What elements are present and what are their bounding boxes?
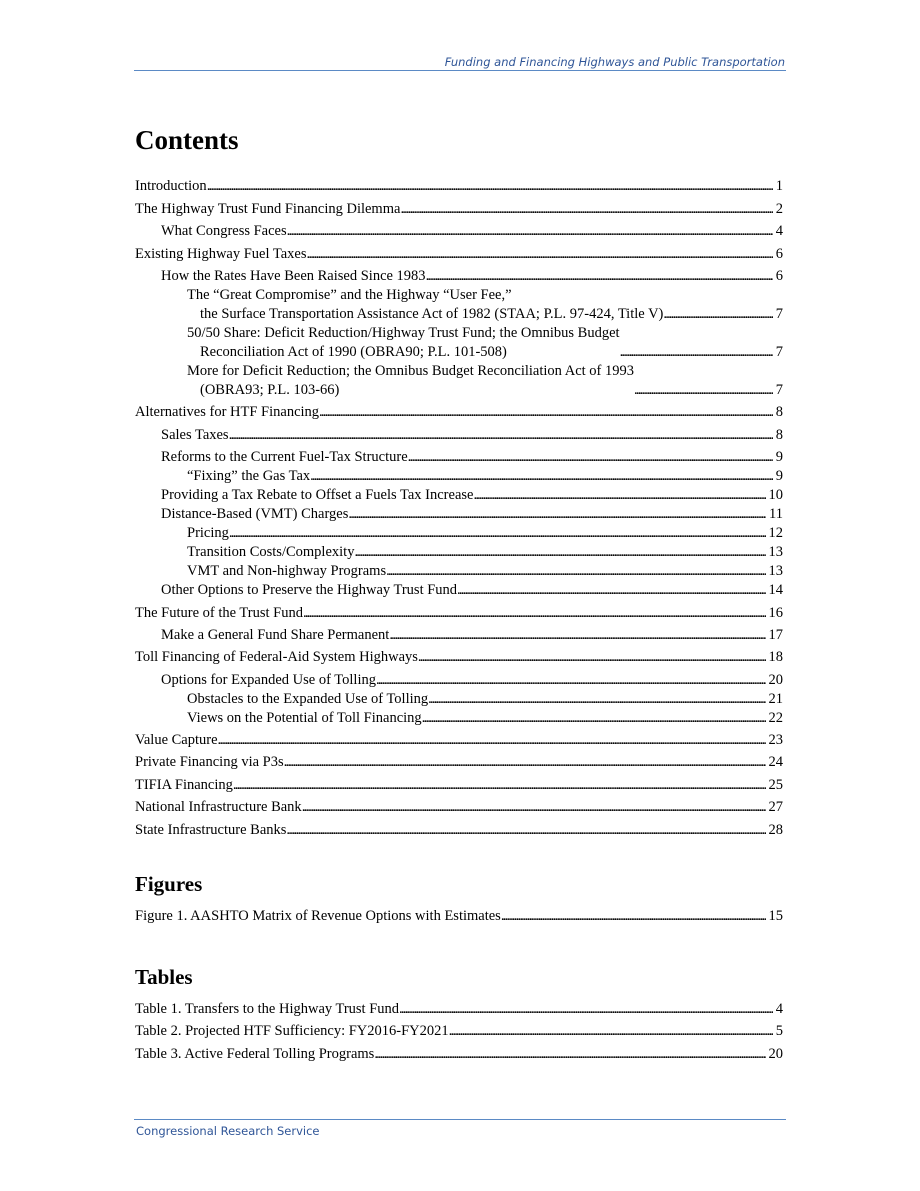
- entry-title-line: Distance-Based (VMT) Charges: [161, 506, 349, 523]
- running-header: [134, 54, 786, 71]
- toc-entry[interactable]: [135, 324, 783, 362]
- dot-leader: [307, 245, 773, 264]
- page-number: 6: [775, 245, 783, 262]
- page-number: 8: [775, 426, 783, 443]
- figures-list: [135, 907, 783, 926]
- entry-title: [135, 731, 218, 750]
- page-number: 17: [768, 626, 783, 643]
- page-number: 15: [768, 908, 783, 924]
- table-entry[interactable]: [135, 1045, 783, 1064]
- dot-leader: [319, 403, 773, 422]
- toc-entry[interactable]: [135, 562, 783, 581]
- toc-entry[interactable]: [135, 403, 783, 422]
- entry-title: [187, 362, 634, 400]
- tables-heading: Tables: [135, 965, 193, 989]
- page-number: 12: [768, 525, 783, 542]
- dot-leader: [473, 486, 765, 505]
- dot-leader: [207, 177, 773, 196]
- dot-leader: [287, 222, 773, 241]
- entry-title-line: Reconciliation Act of 1990 (OBRA90; P.L. 101-508): [200, 343, 507, 360]
- entry-title: [161, 448, 408, 467]
- entry-title-line: Options for Expanded Use of Tolling: [161, 671, 376, 688]
- entry-title: [135, 907, 501, 926]
- page-number: 18: [768, 649, 783, 666]
- tables-list: [135, 1000, 783, 1064]
- dot-leader: [302, 798, 766, 817]
- toc-entry[interactable]: [135, 177, 783, 196]
- toc-entry[interactable]: [135, 222, 783, 241]
- dot-leader: [399, 1000, 773, 1019]
- dot-leader: [389, 626, 765, 645]
- entry-title: [135, 1000, 399, 1019]
- entry-title-line: How the Rates Have Been Raised Since 1983: [161, 267, 426, 284]
- entry-title-line: Existing Highway Fuel Taxes: [135, 245, 307, 262]
- toc-entry[interactable]: [135, 604, 783, 623]
- entry-title-line: Figure 1. AASHTO Matrix of Revenue Options with Estimates: [135, 908, 501, 924]
- toc-entry[interactable]: [135, 245, 783, 264]
- entry-title-line: Providing a Tax Rebate to Offset a Fuels Tax Increase: [161, 487, 474, 504]
- entry-title: [135, 177, 207, 196]
- contents-heading: Contents: [135, 125, 239, 155]
- entry-title: [161, 671, 376, 690]
- page-number: 7: [775, 305, 783, 322]
- page-number: 28: [768, 821, 783, 838]
- running-header-text: Funding and Financing Highways and Public Transportation: [444, 55, 785, 69]
- page-number: 6: [775, 267, 783, 284]
- entry-title-line: Value Capture: [135, 732, 218, 749]
- page-number: 13: [768, 563, 783, 580]
- entry-title: [135, 753, 284, 772]
- entry-title: [187, 524, 229, 543]
- dot-leader: [286, 821, 765, 840]
- page-number: 4: [775, 223, 783, 240]
- dot-leader: [428, 690, 765, 709]
- entry-title: [161, 581, 457, 600]
- entry-title-line: Table 2. Projected HTF Sufficiency: FY2016-FY2021: [135, 1023, 449, 1040]
- page-number: 20: [768, 1045, 783, 1062]
- contents-list: [135, 174, 783, 840]
- toc-entry[interactable]: [135, 426, 783, 445]
- dot-leader: [634, 381, 773, 400]
- page-number: 21: [768, 690, 783, 707]
- dot-leader: [376, 671, 766, 690]
- table-entry[interactable]: [135, 1022, 783, 1041]
- entry-title: [187, 562, 386, 581]
- page-number: 27: [768, 799, 783, 816]
- entry-title: [187, 690, 428, 709]
- toc-entry[interactable]: [135, 448, 783, 467]
- entry-title-line: Sales Taxes: [161, 426, 229, 443]
- entry-title: [187, 286, 663, 324]
- toc-entry[interactable]: [135, 648, 783, 667]
- dot-leader: [310, 467, 773, 486]
- page-number: 11: [769, 506, 783, 523]
- table-entry[interactable]: [135, 1000, 783, 1019]
- figure-entry[interactable]: [135, 907, 783, 926]
- page-number: 24: [768, 754, 783, 771]
- dot-leader: [354, 543, 765, 562]
- toc-entry[interactable]: [135, 267, 783, 286]
- page-number: 9: [775, 468, 783, 485]
- entry-title-line: (OBRA93; P.L. 103-66): [200, 381, 340, 398]
- toc-entry[interactable]: [135, 821, 783, 840]
- dot-leader: [418, 648, 766, 667]
- toc-entry[interactable]: [135, 524, 783, 543]
- dot-leader: [218, 731, 766, 750]
- toc-entry[interactable]: [135, 505, 783, 524]
- dot-leader: [408, 448, 773, 467]
- toc-entry[interactable]: [135, 581, 783, 600]
- entry-title: [135, 821, 286, 840]
- toc-entry[interactable]: [135, 709, 783, 728]
- entry-title-line: Obstacles to the Expanded Use of Tolling: [187, 690, 429, 707]
- dot-leader: [233, 776, 766, 795]
- toc-entry[interactable]: [135, 543, 783, 562]
- entry-title-line: Reforms to the Current Fuel-Tax Structure: [161, 449, 408, 466]
- entry-title: [187, 467, 310, 486]
- entry-title: [161, 426, 229, 445]
- page-number: 4: [775, 1001, 783, 1017]
- dot-leader: [229, 426, 773, 445]
- entry-title-line: Make a General Fund Share Permanent: [161, 626, 390, 643]
- dot-leader: [348, 505, 766, 524]
- page-number: 5: [775, 1023, 783, 1040]
- toc-entry[interactable]: [135, 753, 783, 772]
- entry-title-line: The “Great Compromise” and the Highway “User Fee,”: [187, 286, 512, 303]
- dot-leader: [501, 907, 766, 926]
- toc-entry[interactable]: [135, 776, 783, 795]
- entry-title-line: 50/50 Share: Deficit Reduction/Highway Trust Fund; the Omnibus Budget: [187, 324, 620, 341]
- entry-title: [135, 776, 233, 795]
- entry-title-line: Other Options to Preserve the Highway Trust Fund: [161, 582, 458, 599]
- dot-leader: [426, 267, 773, 286]
- entry-title: [135, 403, 319, 422]
- page-number: 14: [768, 582, 783, 599]
- dot-leader: [620, 343, 773, 362]
- toc-entry[interactable]: [135, 362, 783, 400]
- page-number: 25: [768, 776, 783, 793]
- page-number: 23: [768, 732, 783, 749]
- toc-entry[interactable]: [135, 200, 783, 219]
- entry-title-line: TIFIA Financing: [135, 776, 233, 793]
- entry-title: [135, 648, 418, 667]
- entry-title: [161, 626, 389, 645]
- dot-leader: [400, 200, 772, 219]
- entry-title-line: Alternatives for HTF Financing: [135, 404, 320, 421]
- dot-leader: [374, 1045, 765, 1064]
- figures-heading: Figures: [135, 872, 203, 896]
- entry-title-line: Toll Financing of Federal-Aid System Highways: [135, 649, 418, 666]
- entry-title: [135, 604, 303, 623]
- entry-title: [161, 486, 473, 505]
- toc-entry[interactable]: [135, 286, 783, 324]
- running-footer-text: Congressional Research Service: [136, 1124, 320, 1138]
- page-number: 7: [775, 343, 783, 360]
- page-number: 13: [768, 544, 783, 561]
- page-number: 9: [775, 449, 783, 466]
- page-number: 2: [775, 200, 783, 217]
- entry-title: [187, 324, 620, 362]
- toc-entry[interactable]: [135, 690, 783, 709]
- entry-title-line: Table 1. Transfers to the Highway Trust Fund: [135, 1001, 400, 1017]
- entry-title-line: Views on the Potential of Toll Financing: [187, 709, 422, 726]
- dot-leader: [386, 562, 765, 581]
- dot-leader: [663, 305, 772, 324]
- entry-title: [161, 267, 426, 286]
- entry-title: [161, 505, 348, 524]
- entry-title-line: Pricing: [187, 525, 229, 542]
- page-number: 7: [775, 381, 783, 398]
- entry-title-line: Table 3. Active Federal Tolling Programs: [135, 1045, 375, 1062]
- dot-leader: [303, 604, 766, 623]
- entry-title: [135, 1045, 374, 1064]
- page-number: 8: [775, 404, 783, 421]
- page-number: 22: [768, 709, 783, 726]
- entry-title: [135, 1022, 449, 1041]
- entry-title-line: Transition Costs/Complexity: [187, 544, 355, 561]
- entry-title-line: National Infrastructure Bank: [135, 799, 302, 816]
- entry-title: [187, 709, 422, 728]
- entry-title-line: “Fixing” the Gas Tax: [187, 468, 311, 485]
- entry-title: [161, 222, 287, 241]
- toc-entry[interactable]: [135, 486, 783, 505]
- entry-title-line: What Congress Faces: [161, 223, 287, 240]
- dot-leader: [422, 709, 766, 728]
- entry-title: [135, 798, 302, 817]
- page-number: 16: [768, 604, 783, 621]
- page-number: 20: [768, 671, 783, 688]
- dot-leader: [284, 753, 766, 772]
- toc-entry[interactable]: [135, 798, 783, 817]
- page-number: 1: [775, 178, 783, 195]
- entry-title: [187, 543, 354, 562]
- dot-leader: [457, 581, 765, 600]
- running-footer: [134, 1119, 786, 1138]
- entry-title-line: Private Financing via P3s: [135, 754, 284, 771]
- toc-entry[interactable]: [135, 671, 783, 690]
- dot-leader: [449, 1022, 773, 1041]
- toc-entry[interactable]: [135, 731, 783, 750]
- entry-title-line: VMT and Non-highway Programs: [187, 563, 387, 580]
- entry-title-line: the Surface Transportation Assistance Act of 1982 (STAA; P.L. 97-424, Title V): [200, 305, 664, 322]
- entry-title: [135, 200, 400, 219]
- toc-entry[interactable]: [135, 467, 783, 486]
- page-number: 10: [768, 487, 783, 504]
- entry-title-line: State Infrastructure Banks: [135, 821, 287, 838]
- entry-title-line: Introduction: [135, 178, 207, 195]
- entry-title: [135, 245, 307, 264]
- entry-title-line: The Highway Trust Fund Financing Dilemma: [135, 200, 401, 217]
- entry-title-line: More for Deficit Reduction; the Omnibus Budget Reconciliation Act of 1993: [187, 362, 634, 379]
- entry-title-line: The Future of the Trust Fund: [135, 604, 303, 621]
- dot-leader: [229, 524, 766, 543]
- toc-entry[interactable]: [135, 626, 783, 645]
